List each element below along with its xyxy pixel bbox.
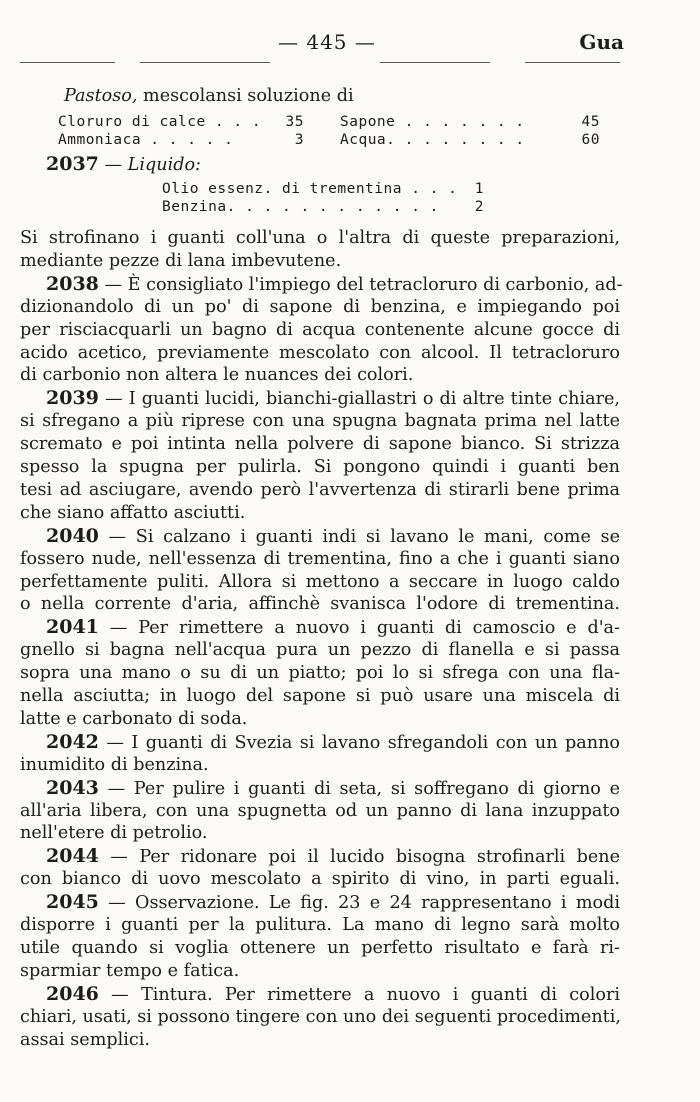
text-line: [20, 869, 620, 889]
text-line: [20, 503, 620, 523]
text-line: [20, 457, 620, 477]
line-text: perfettamente puliti. Allora si mettono a seccare in luogo caldo: [20, 571, 620, 592]
text-line: [20, 228, 620, 248]
line-text: nell'etere di petrolio.: [20, 823, 208, 844]
line-text: — È consigliato l'impiego del tetracloruro di carbonio, ad-: [98, 274, 623, 295]
line-text: — Tintura. Per rimettere a nuovo i guanti di colori: [98, 984, 620, 1005]
recipe-intro: [64, 86, 354, 106]
line-text: con bianco di uovo mescolato a spirito di vino, in parti eguali.: [20, 869, 620, 890]
page-number: — 445 —: [278, 30, 376, 54]
text-line: [46, 778, 620, 799]
line-text: sopra una mano o su di un piatto; poi lo si sfrega con una fla-: [20, 663, 620, 684]
line-text: mediante pezze di lana imbevutene.: [20, 250, 342, 271]
text-line: [20, 434, 620, 454]
text-line: [46, 388, 620, 409]
line-text: — Si calzano i guanti indi si lavano le mani, come se: [98, 526, 620, 547]
paragraph-number: 2046: [46, 982, 99, 1005]
text-line: [20, 640, 620, 660]
recipe-text: mescolansi soluzione di: [143, 86, 354, 106]
text-line: [20, 411, 620, 431]
header-rule: [525, 62, 620, 63]
ingredient-qty: 2: [474, 199, 484, 215]
paragraph-number: 2043: [46, 776, 99, 799]
text-line: [20, 1030, 620, 1050]
text-line: [20, 801, 620, 821]
text-line: [46, 272, 623, 295]
ingredient-name: Acqua. . . . . . . .: [340, 132, 525, 148]
text-line: [20, 938, 620, 958]
text-line: [20, 663, 620, 683]
line-text: che siano affatto asciutti.: [20, 502, 246, 523]
line-text: si sfregano a più riprese con una spugna bagnata prima nel latte: [20, 411, 620, 432]
line-text: fossero nude, nell'essenza di trementina, fino a che i guanti siano: [20, 548, 620, 569]
header-rule: [20, 62, 115, 63]
text-line: [20, 594, 620, 614]
paragraph-number: 2039: [46, 387, 99, 410]
text-line: [20, 480, 620, 500]
text-line: [20, 320, 620, 340]
text-line: [20, 961, 620, 981]
dash: —: [104, 155, 123, 175]
ingredient-qty: 60: [581, 132, 600, 148]
line-text: assai semplici.: [20, 1029, 150, 1050]
line-text: latte e carbonato di soda.: [20, 708, 248, 729]
line-text: chiari, usati, si possono tingere con uno dei seguenti procedimenti,: [20, 1006, 621, 1027]
recipe-number: 2037: [46, 153, 99, 175]
line-text: all'aria libera, con una spugnetta od un panno di lana inzuppato: [20, 800, 620, 821]
text-line: [20, 343, 620, 363]
text-line: [20, 549, 620, 569]
paragraph-number: 2044: [46, 845, 99, 868]
line-text: acido acetico, previamente mescolato con alcool. Il tetracloruro: [20, 342, 620, 363]
line-text: utile quando si voglia ottenere un perfetto risultato e farà ri-: [20, 937, 620, 958]
running-head: Gua: [579, 30, 624, 54]
ingredient-name: Benzina. . . . . . . . . . . .: [162, 199, 439, 215]
line-text: — Osservazione. Le fig. 23 e 24 rappresentano i modi: [98, 893, 620, 914]
ingredient-qty: 35: [285, 114, 304, 130]
text-line: [46, 617, 620, 638]
line-text: disporre i guanti per la pulitura. La mano di legno sarà molto: [20, 915, 620, 935]
ingredient-name: Ammoniaca . . . . .: [58, 132, 234, 148]
text-line: [20, 755, 620, 775]
text-line: [46, 526, 620, 547]
line-text: — Per ridonare poi il lucido bisogna strofinarli bene: [98, 847, 620, 868]
ingredient-qty: 3: [294, 132, 304, 148]
text-line: [20, 823, 620, 843]
ingredient-qty: 1: [474, 181, 484, 197]
text-line: [46, 984, 620, 1005]
header-rule: [140, 62, 270, 63]
line-text: Si strofinano i guanti coll'una o l'altra di queste preparazioni,: [20, 228, 620, 248]
text-line: [46, 846, 620, 867]
line-text: spesso la spugna per pulirla. Si pongono quindi i guanti ben: [20, 457, 620, 477]
text-line: [20, 251, 620, 271]
ingredient-name: Cloruro di calce . . .: [58, 114, 262, 130]
paragraph-number: 2040: [46, 524, 99, 547]
text-line: [20, 686, 620, 706]
line-text: tesi ad asciugare, avendo però l'avvertenza di stirarli bene prima: [20, 479, 620, 500]
line-text: — I guanti di Svezia si lavano sfregandoli con un panno: [98, 732, 620, 753]
line-text: di carbonio non altera le nuances dei colori.: [20, 365, 414, 386]
page-header: [0, 30, 700, 60]
header-rule: [380, 62, 490, 63]
line-text: sparmiar tempo e fatica.: [20, 960, 240, 981]
paragraph-number: 2041: [46, 616, 99, 639]
ingredient-name: Sapone . . . . . . .: [340, 114, 525, 130]
text-line: [20, 572, 620, 592]
line-text: gnello si bagna nell'acqua pura un pezzo di flanella e si passa: [20, 640, 620, 661]
line-text: inumidito di benzina.: [20, 754, 209, 775]
line-text: — I guanti lucidi, bianchi-giallastri o di altre tinte chiare,: [98, 389, 620, 410]
line-text: dizionandolo di un po' di sapone di benzina, e impiegando poi: [20, 296, 620, 317]
text-line: [46, 732, 620, 753]
paragraph-number: 2038: [46, 272, 99, 295]
line-text: scremato e poi intinta nella polvere di sapone bianco. Si strizza: [20, 434, 620, 455]
ingredient-qty: 45: [581, 114, 600, 130]
text-line: [20, 709, 620, 729]
line-text: — Per rimettere a nuovo i guanti di camoscio e d'a-: [98, 618, 620, 639]
line-text: — Per pulire i guanti di seta, si soffregano di giorno e: [98, 778, 620, 799]
line-text: nella asciutta; in luogo del sapone si può usare una miscela di: [20, 686, 620, 706]
text-line: [20, 365, 620, 385]
text-line: [20, 915, 620, 935]
paragraph-number: 2042: [46, 730, 99, 753]
paragraph-number: 2045: [46, 891, 99, 914]
ingredient-name: Olio essenz. di trementina . . .: [162, 181, 458, 197]
recipe-2037: [46, 153, 201, 175]
text-line: [46, 892, 620, 913]
line-text: o nella corrente d'aria, affinchè svanisca l'odore di trementina.: [20, 594, 620, 615]
recipe-label: Pastoso,: [64, 86, 138, 106]
text-line: [20, 1007, 620, 1027]
line-text: per risciacquarli un bagno di acqua contenente alcune gocce di: [20, 319, 620, 340]
recipe-label: Liquido:: [127, 155, 201, 175]
text-line: [20, 297, 620, 317]
